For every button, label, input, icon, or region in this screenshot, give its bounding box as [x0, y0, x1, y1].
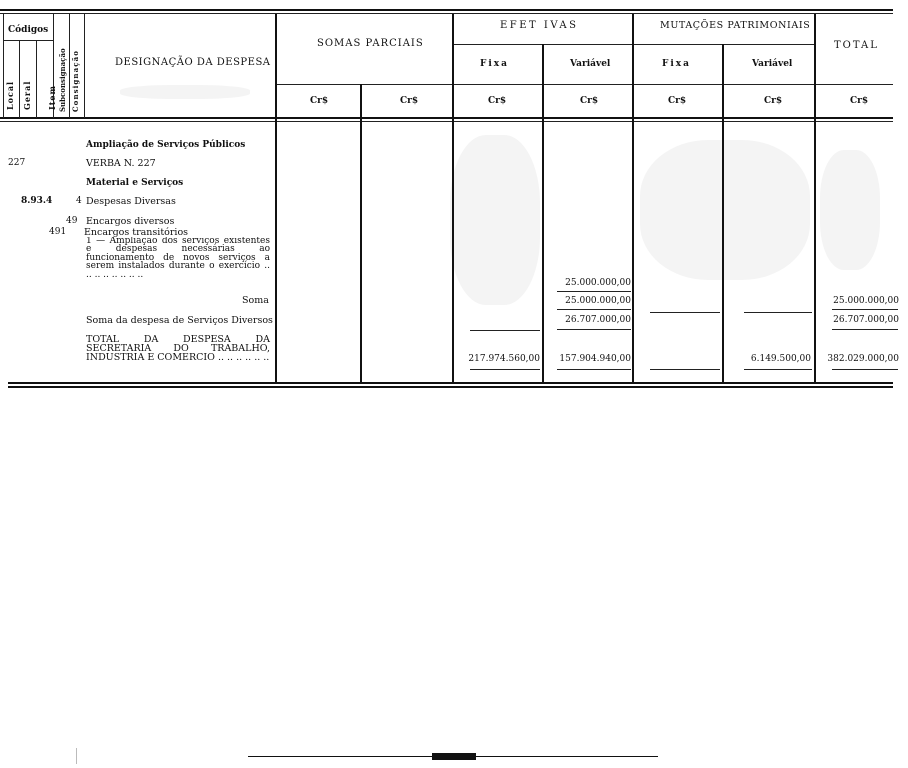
efetivas-fixa-heading: Fixa — [480, 59, 510, 69]
soma-servicos-underline-total — [832, 329, 898, 330]
footer-rule-center-block — [432, 753, 476, 760]
total-underline-total — [832, 369, 898, 370]
col-rule-desig — [84, 14, 85, 118]
mutacoes-fixa-heading: Fixa — [662, 59, 692, 69]
efetivas-heading: EFET IVAS — [500, 20, 579, 31]
soma-label: Soma — [242, 295, 269, 306]
header-bottom-rule-thin — [0, 121, 893, 122]
scan-smudge — [120, 85, 250, 99]
header-bottom-rule — [0, 117, 893, 119]
somas-rule — [276, 84, 453, 85]
col-rule-cons — [69, 14, 70, 118]
soma-underline-total — [832, 309, 898, 310]
table-bottom-rule — [8, 382, 893, 384]
soma-servicos-total-value: 26.707.000,00 — [833, 315, 899, 325]
scan-smudge — [640, 140, 810, 280]
mutacoes-sub-rule — [633, 84, 815, 85]
despesas-item: 4 — [76, 196, 82, 206]
codigos-rule — [3, 40, 53, 41]
total-rule — [815, 84, 893, 85]
currency-somas-1: Cr$ — [310, 96, 329, 106]
verba-label: VERBA N. 227 — [86, 158, 156, 169]
col-rule-efetivas-mid — [542, 44, 544, 382]
currency-mutacoes-fixa: Cr$ — [668, 96, 687, 106]
somas-parciais-heading: SOMAS PARCIAIS — [317, 38, 424, 49]
currency-total: Cr$ — [850, 96, 869, 106]
soma-variavel-value: 25.000.000,00 — [565, 296, 631, 306]
soma-total-value: 25.000.000,00 — [833, 296, 899, 306]
subconsignacao-heading: Subconsignação — [58, 48, 67, 112]
total-underline-variavel — [557, 369, 631, 370]
col-rule-local — [3, 14, 4, 118]
currency-mutacoes-variavel: Cr$ — [764, 96, 783, 106]
col-rule-total — [814, 14, 816, 382]
total-fixa-value: 217.974.560,00 — [468, 354, 540, 364]
mutacoes-heading: MUTAÇÕES PATRIMONIAIS — [660, 20, 811, 31]
mutacoes-variavel-heading: Variável — [752, 59, 793, 69]
col-rule-somas — [275, 14, 277, 382]
encargos-transitorios-code: 491 — [49, 227, 67, 237]
table-bottom-rule-2 — [8, 386, 893, 388]
scan-smudge — [820, 150, 880, 270]
soma-servicos-variavel-value: 26.707.000,00 — [565, 315, 631, 325]
total-total-value: 382.029.000,00 — [827, 354, 899, 364]
despesas-code: 8.93.4 — [21, 196, 53, 206]
currency-efetivas-fixa: Cr$ — [488, 96, 507, 106]
designacao-heading: DESIGNAÇÃO DA DESPESA — [115, 57, 271, 68]
col-rule-mutacoes — [632, 14, 634, 382]
soma-underline-mut-fixa — [650, 312, 720, 313]
total-label: TOTAL DA DESPESA DA SECRETARIA DO TRABALHO, INDUSTRIA E COMERCIO .. .. .. .. .. .. — [86, 334, 270, 363]
soma-servicos-underline-fixa — [470, 330, 540, 331]
soma-servicos-underline-variavel — [557, 329, 631, 330]
total-underline-fixa — [470, 369, 540, 370]
col-rule-geral — [19, 40, 20, 118]
local-heading: Local — [5, 80, 15, 110]
col-rule-efetivas — [452, 14, 454, 382]
total-heading: TOTAL — [834, 40, 879, 51]
despesas-label: Despesas Diversas — [86, 196, 176, 207]
currency-somas-2: Cr$ — [400, 96, 419, 106]
encargos-transitorios-label: Encargos transitórios — [84, 227, 189, 238]
material-label: Material e Serviços — [86, 178, 184, 188]
verba-code: 227 — [8, 158, 26, 168]
encargos-diversos-code: 49 — [66, 216, 78, 226]
geral-heading: Geral — [22, 80, 32, 110]
currency-efetivas-variavel: Cr$ — [580, 96, 599, 106]
item-1-underline — [557, 291, 631, 292]
soma-underline-mut-var — [744, 312, 812, 313]
footer-tick — [76, 748, 77, 764]
mutacoes-rule — [633, 44, 815, 45]
total-variavel-value: 157.904.940,00 — [559, 354, 631, 364]
total-underline-mut-var — [744, 369, 812, 370]
soma-servicos-label: Soma da despesa de Serviços Diversos — [86, 315, 273, 326]
soma-underline-variavel — [557, 309, 631, 310]
total-mut-variavel-value: 6.149.500,00 — [750, 354, 811, 364]
item-heading: Item — [47, 85, 57, 110]
item-1-variavel-value: 25.000.000,00 — [565, 278, 631, 288]
col-rule-mutacoes-mid — [722, 44, 724, 382]
table-top-rule — [0, 9, 893, 11]
col-rule-item — [36, 40, 37, 118]
efetivas-variavel-heading: Variável — [570, 59, 611, 69]
item-1-description: 1 — Ampliação dos serviços existentes e despesas necessárias ao funcionamento de novos serviços a serem instalados durante o exercício .. .. .. .. .. .. .. .. — [86, 237, 270, 280]
consignacao-heading: Consignação — [71, 49, 80, 112]
total-underline-mut-fixa — [650, 369, 720, 370]
codigos-heading: Códigos — [8, 25, 49, 35]
scan-smudge — [450, 135, 540, 305]
ampliacao-title: Ampliação de Serviços Públicos — [86, 140, 246, 150]
encargos-diversos-label: Encargos diversos — [86, 216, 175, 227]
table-top-rule-thin — [0, 13, 893, 14]
col-rule-somas-mid — [360, 84, 362, 382]
